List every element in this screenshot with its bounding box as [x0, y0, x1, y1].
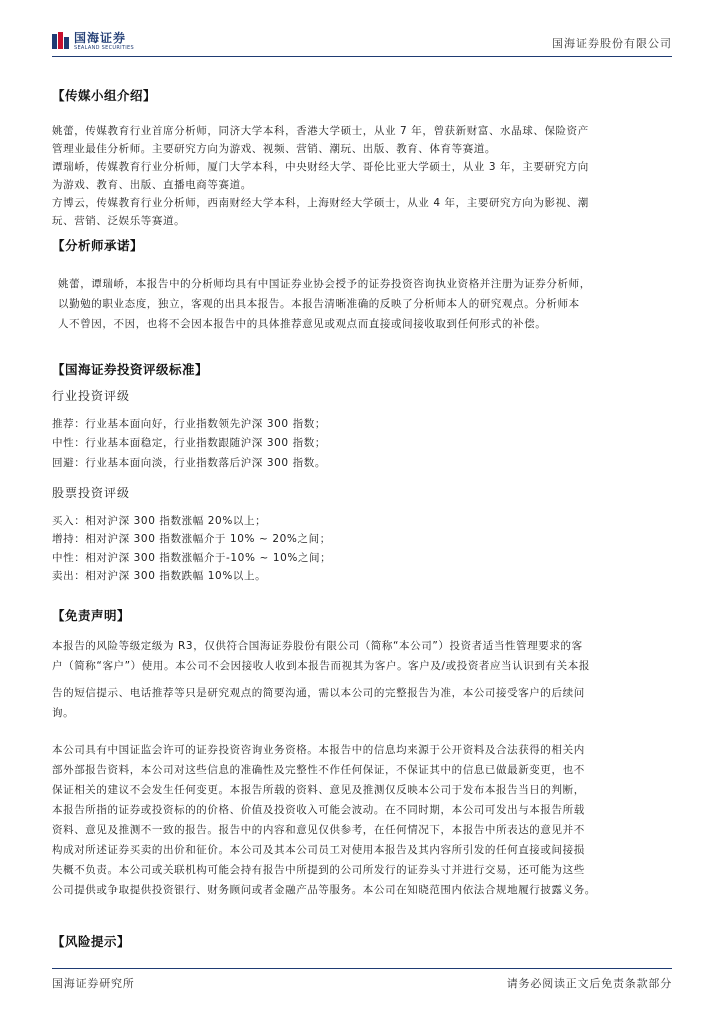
disclaimer-section-title: 【免责声明】 [52, 608, 131, 623]
team-line: 谭瑞峤，传媒教育行业分析师，厦门大学本科，中央财经大学、哥伦比亚大学硕士，从业 3 年，主要研究方向 [52, 161, 589, 173]
stock-rating-title: 股票投资评级 [52, 486, 131, 500]
commitment-line: 人不曾因，不因，也将不会因本报告中的具体推荐意见或观点而直接或间接收取到任何形式的补偿。 [58, 318, 547, 330]
disclaimer-line: 保证相关的建议不会发生任何变更。本报告所载的资料、意见及推测仅反映本公司于发布本报告当日的判断， [52, 784, 585, 796]
page-header [52, 28, 672, 57]
disclaimer-line: 部外部报告资料，本公司对这些信息的准确性及完整性不作任何保证，不保证其中的信息已做最新变更，也不 [52, 764, 585, 776]
disclaimer-line: 本公司具有中国证监会许可的证券投资咨询业务资格。本报告中的信息均来源于公开资料及合法获得的相关内 [52, 744, 585, 756]
stock-rating-line: 卖出：相对沪深 300 指数跌幅 10%以上。 [52, 570, 267, 582]
logo-en-text: SEALAND SECURITIES [74, 44, 134, 51]
disclaimer-line: 询。 [52, 707, 75, 719]
company-logo [52, 30, 134, 52]
team-line: 管理业最佳分析师。主要研究方向为游戏、视频、营销、潮玩、出版、教育、体育等赛道。 [52, 143, 496, 155]
disclaimer-line: 本报告的风险等级定级为 R3，仅供符合国海证券股份有限公司（简称“本公司”）投资者适当性管理要求的客 [52, 640, 583, 652]
risk-section-title: 【风险提示】 [52, 934, 131, 949]
commitment-line: 姚蕾，谭瑞峤，本报告中的分析师均具有中国证券业协会授予的证券投资咨询执业资格并注册为证券分析师， [58, 278, 591, 290]
team-line: 为游戏、教育、出版、直播电商等赛道。 [52, 179, 252, 191]
team-line: 姚蕾，传媒教育行业首席分析师，同济大学本科，香港大学硕士，从业 7 年，曾获新财富、水晶球、保险资产 [52, 125, 589, 137]
logo-mark-icon [52, 32, 70, 50]
commitment-section-title: 【分析师承诺】 [52, 238, 144, 253]
team-line: 方博云，传媒教育行业分析师，西南财经大学本科，上海财经大学硕士，从业 4 年，主要研究方向为影视、潮 [52, 197, 589, 209]
footer-notice: 请务必阅读正文后免责条款部分 [506, 977, 672, 990]
disclaimer-line: 本报告所指的证券或投资标的的价格、价值及投资收入可能会波动。在不同时期，本公司可发出与本报告所载 [52, 804, 585, 816]
industry-rating-title: 行业投资评级 [52, 389, 131, 403]
disclaimer-line: 失概不负责。本公司或关联机构可能会持有报告中所提到的公司所发行的证券头寸并进行交易，还可能为这些 [52, 864, 585, 876]
header-company-name: 国海证券股份有限公司 [552, 37, 672, 50]
disclaimer-line: 资料、意见及推测不一致的报告。报告中的内容和意见仅供参考，在任何情况下，本报告中所表达的意见并不 [52, 824, 585, 836]
disclaimer-line: 公司提供或争取提供投资银行、财务顾问或者金融产品等服务。本公司在知晓范围内依法合规地履行披露义务。 [52, 884, 596, 896]
stock-rating-line: 增持：相对沪深 300 指数涨幅介于 10% ~ 20%之间； [52, 533, 331, 545]
page-footer [52, 968, 672, 991]
footer-institute: 国海证券研究所 [52, 977, 135, 990]
industry-rating-line: 回避：行业基本面向淡，行业指数落后沪深 300 指数。 [52, 457, 326, 469]
industry-rating-line: 推荐：行业基本面向好，行业指数领先沪深 300 指数； [52, 418, 326, 430]
logo-cn-text: 国海证券 [74, 30, 127, 45]
disclaimer-line: 构成对所述证券买卖的出价和征价。本公司及其本公司员工对使用本报告及其内容所引发的任何直接或间接损 [52, 844, 585, 856]
team-line: 玩、营销、泛娱乐等赛道。 [52, 215, 186, 227]
stock-rating-line: 买入：相对沪深 300 指数涨幅 20%以上； [52, 515, 267, 527]
industry-rating-line: 中性：行业基本面稳定，行业指数跟随沪深 300 指数； [52, 437, 326, 449]
commitment-line: 以勤勉的职业态度，独立，客观的出具本报告。本报告清晰准确的反映了分析师本人的研究观点。分析师本 [58, 298, 580, 310]
team-section-title: 【传媒小组介绍】 [52, 88, 157, 103]
disclaimer-line: 户（简称“客户”）使用。本公司不会因接收人收到本报告而视其为客户。客户及/或投资者应当认识到有关本报 [52, 660, 590, 672]
disclaimer-line: 告的短信提示、电话推荐等只是研究观点的简要沟通，需以本公司的完整报告为准，本公司接受客户的后续问 [52, 687, 585, 699]
rating-section-title: 【国海证券投资评级标准】 [52, 362, 209, 377]
stock-rating-line: 中性：相对沪深 300 指数涨幅介于-10% ~ 10%之间； [52, 552, 332, 564]
